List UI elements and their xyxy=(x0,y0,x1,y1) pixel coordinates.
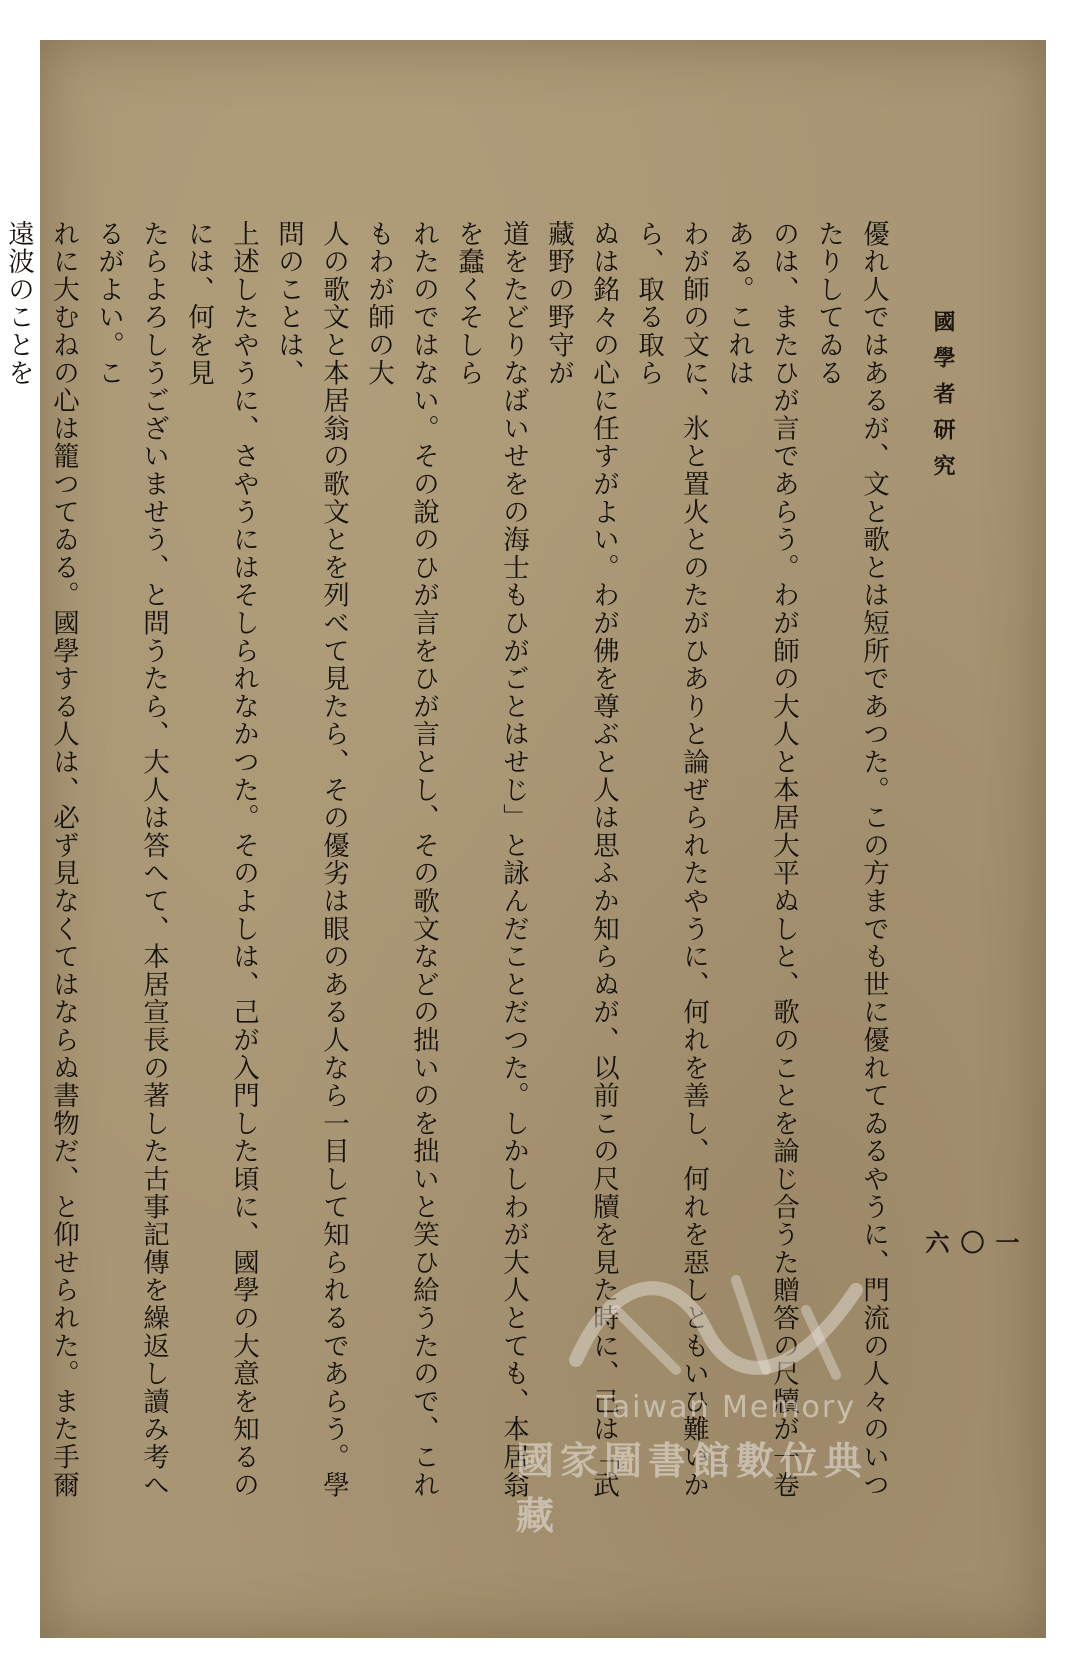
text-column: れに大むねの心は籠つてゐる。國學する人は、必ず見なくてはならぬ書物だ、と仰せられた。また手爾遠波のことを xyxy=(3,220,79,1499)
page-number: 一〇六 xyxy=(921,1230,1020,1256)
watermark-logo-icon xyxy=(556,1250,876,1400)
text-column: のは、またひが言であらう。わが師の大人と本居大平ぬしと、歌のことを論じ合うた贈答の尺牘が一卷ある。これは xyxy=(723,220,799,1499)
text-column: 人の歌文と本居翁の歌文とを列べて見たら、その優劣は眼のある人なら一目して知られるであらう。學問のことは、 xyxy=(273,220,349,1499)
text-column: たらよろしうございませう、と問うたら、大人は答へて、本居宣長の著した古事記傳を繰返し讀み考へるがよい。こ xyxy=(93,220,169,1499)
text-column: 道をたどりなばいせをの海士もひがごとはせじ」と詠んだことだつた。しかしわが大人とても、本居翁を蠢くそしら xyxy=(453,220,529,1499)
text-column: わが師の文に、氷と置火とのたがひありと論ぜられたやうに、何れを善し、何れを惡しともいひ難いから、取る取ら xyxy=(633,220,709,1499)
running-title: 國學者研究 xyxy=(930,310,956,490)
text-column: れたのではない。その說のひが言をひが言とし、その歌文などの拙いのを拙いと笑ひ給うたので、これもわが師の大 xyxy=(363,220,439,1499)
watermark xyxy=(516,1250,876,1538)
text-column: 優れ人ではあるが、文と歌とは短所であつた。この方までも世に優れてゐるやうに、門流の人々のいつたりしてゐる xyxy=(813,220,889,1499)
text-column: ぬは銘々の心に任すがよい。わが佛を尊ぶと人は思ふか知らぬが、以前この尺牘を見た時に、己は「武藏野の野守が xyxy=(543,220,619,1499)
text-column: 上述したやうに、さやうにはそしられなかつた。そのよしは、己が入門した頃に、國學の大意を知るのには、何を見 xyxy=(183,220,259,1499)
book-page xyxy=(3,40,1046,1638)
watermark-chinese: 國家圖書館數位典藏 xyxy=(516,1439,869,1538)
watermark-english: Taiwan Memory xyxy=(596,1390,856,1425)
